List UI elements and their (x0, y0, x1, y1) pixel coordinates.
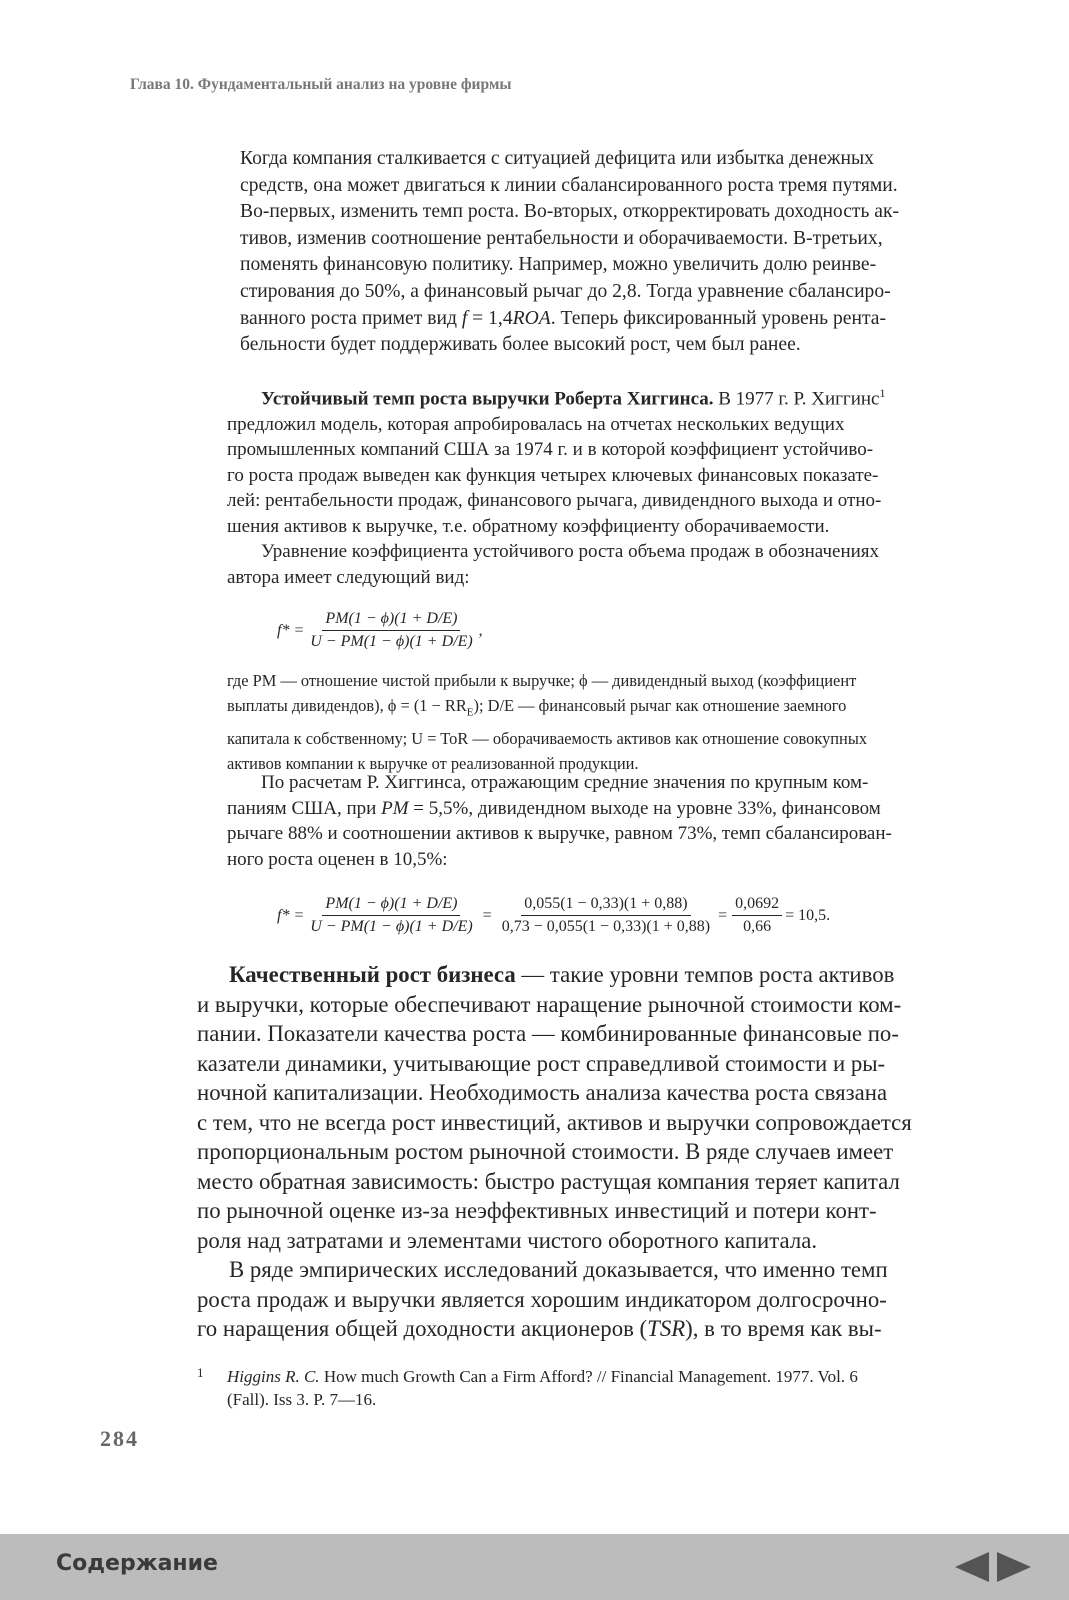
table-of-contents-link[interactable]: Содержание (56, 1551, 218, 1576)
body-line: ного роста оценен в 10,5%: (227, 848, 448, 870)
footnote-number: 1 (197, 1365, 204, 1380)
main-line: В ряде эмпирических исследований доказывается, что именно темп (229, 1257, 888, 1282)
formula-fraction (307, 610, 475, 651)
main-line: роста продаж и выручки является хорошим индикатором долгосрочно- (197, 1286, 887, 1312)
formula-denominator: U − PM(1 − ϕ)(1 + D/E) (310, 633, 473, 650)
body-line: Уравнение коэффициента устойчивого роста объема продаж в обозначениях (261, 541, 880, 563)
formula-fraction-result: $\frac{0,0692}{0,66}$ (732, 895, 782, 936)
definitions-note (227, 668, 971, 776)
main-line: казатели динамики, учитывающие рост справедливой стоимости и ры- (197, 1050, 886, 1076)
body-line: рычаге 88% и соотношении активов к выручке, равном 73%, темп сбалансирован- (227, 823, 892, 844)
next-page-button[interactable] (997, 1552, 1031, 1587)
note-line: где PM — отношение чистой прибыли к выручке; ϕ — дивидендный выход (коэффициент (227, 671, 857, 690)
body-line: паниям США, при PM = 5,5%, дивидендном выходе на уровне 33%, финансовом (227, 797, 881, 819)
box-line: Когда компания сталкивается с ситуацией дефицита или избытка денежных (240, 148, 874, 169)
body-line: автора имеет следующий вид: (227, 566, 470, 588)
body-line: шения активов к выручке, т.е. обратному коэффициенту оборачиваемости. (227, 515, 830, 537)
boxed-paragraph (240, 146, 971, 359)
arrow-right-icon (997, 1552, 1031, 1582)
box-line: средств, она может двигаться к линии сбалансированного роста тремя путями. (240, 174, 898, 196)
box-line-equation: ванного роста примет вид f = 1,4ROA. Теперь фиксированный уровень рента- (240, 307, 886, 329)
main-text (197, 960, 971, 1344)
higgins-heading-line: Устойчивый темп роста выручки Роберта Хиггинса. В 1977 г. Р. Хиггинс$^1$ (261, 386, 886, 410)
main-line: пропорциональным ростом рыночной стоимости. В ряде случаев имеет (197, 1139, 894, 1164)
note-line: выплаты дивидендов), $\phi = (1 - RR_E)$; D/E — финансовый рычаг как отношение заемного (227, 696, 847, 719)
body-line: По расчетам Р. Хиггинса, отражающим средние значения по крупным ком- (261, 772, 869, 793)
main-line: место обратная зависимость: быстро растущая компания теряет капитал (197, 1168, 900, 1194)
term: Качественный рост бизнеса (229, 962, 516, 987)
formula-numerator: PM(1 − ϕ)(1 + D/E) (322, 610, 460, 631)
main-line: ночной капитализации. Необходимость анализа качества роста связана (197, 1080, 888, 1105)
body-line: промышленных компаний США за 1974 г. и в которой коэффициент устойчиво- (227, 439, 874, 461)
footnote-author: Higgins R. C. (227, 1367, 320, 1386)
arrow-left-icon (955, 1552, 989, 1582)
main-line: роля над затратами и элементами чистого оборотного капитала. (197, 1227, 818, 1253)
formula-fraction-values: $\frac{0,055(1 - 0,33)(1 + 0,88)}{0,73 - 0,055(1 - 0,33)(1 + 0,88)}$ (501, 895, 711, 935)
formula-calculation: f* = $\frac{PM(1 - \phi)(1 + D/E)}{U - PM(1 - \phi)(1 + D/E)}$ = $\frac{0,055(1 - 0,33)(1 + 0,88)}{0,73 - 0,055(1 - 0,33)(1 + 0,88)}$ = $\frac{0,0692}{0,66}$ = 10,5. (277, 895, 831, 935)
formula-fraction: $\frac{PM(1 - \phi)(1 + D/E)}{U - PM(1 - \phi)(1 + D/E)}$ (310, 895, 473, 935)
main-line: по рыночной оценке из-за неэффективных инвестиций и потери конт- (197, 1198, 877, 1223)
main-line: Качественный рост бизнеса — такие уровни темпов роста активов (229, 962, 895, 987)
previous-page-button[interactable] (955, 1552, 989, 1587)
box-line: поменять финансовую политику. Например, можно увеличить долю реинве- (240, 254, 877, 276)
box-line: Во-первых, изменить темп роста. Во-вторых, откорректировать доходность ак- (240, 201, 900, 223)
running-head: Глава 10. Фундаментальный анализ на уровне фирмы (130, 76, 512, 93)
main-line: с тем, что не всегда рост инвестиций, активов и выручки сопровождается (197, 1109, 912, 1135)
formula-result: = 10,5. (785, 906, 831, 924)
main-line: и выручки, которые обеспечивают наращение рыночной стоимости ком- (197, 991, 902, 1017)
formula-higgins: f* = $\frac{PM(1 - \phi)(1 + D/E)}{U - PM(1 - \phi)(1 + D/E)}$ , (277, 610, 483, 650)
formula-lhs: f* = (277, 906, 305, 924)
body-line: го роста продаж выведен как функция четырех ключевых финансовых показате- (227, 464, 879, 486)
body-line: предложил модель, которая апробировалась на отчетах нескольких ведущих (227, 413, 845, 435)
footnote-ref: 1 (879, 386, 886, 400)
formula-lhs: f* = (277, 621, 305, 639)
footnote-line: (Fall). Iss 3. P. 7—16. (227, 1389, 377, 1409)
main-line: го наращения общей доходности акционеров (TSR), в то время как вы- (197, 1316, 882, 1341)
calculation-paragraph (227, 770, 971, 872)
note-line: капитала к собственному; U = ToR — оборачиваемость активов как отношение совокупных (227, 728, 868, 748)
higgins-section (227, 381, 971, 590)
box-line: бельности будет поддерживать более высокий рост, чем был ранее. (240, 334, 801, 356)
body-line: лей: рентабельности продаж, финансового рычага, дивидендного выхода и отно- (227, 490, 882, 512)
footnote-line: Higgins R. C. How much Growth Can a Firm Afford? // Financial Management. 1977. Vol. 6 (227, 1367, 858, 1386)
box-line: стирования до 50%, а финансовый рычаг до 2,8. Тогда уравнение сбалансиро- (240, 280, 891, 302)
note-line: активов компании к выручке от реализованной продукции. (227, 753, 639, 773)
page-number: 284 (100, 1426, 139, 1451)
main-line: пании. Показатели качества роста — комбинированные финансовые по- (197, 1021, 899, 1046)
section-title: Устойчивый темп роста выручки Роберта Хиггинса. (261, 388, 714, 410)
bottom-navigation-bar (0, 1534, 1069, 1600)
box-line: тивов, изменив соотношение рентабельности и оборачиваемости. В-третьих, (240, 227, 883, 249)
footnote (227, 1366, 971, 1411)
